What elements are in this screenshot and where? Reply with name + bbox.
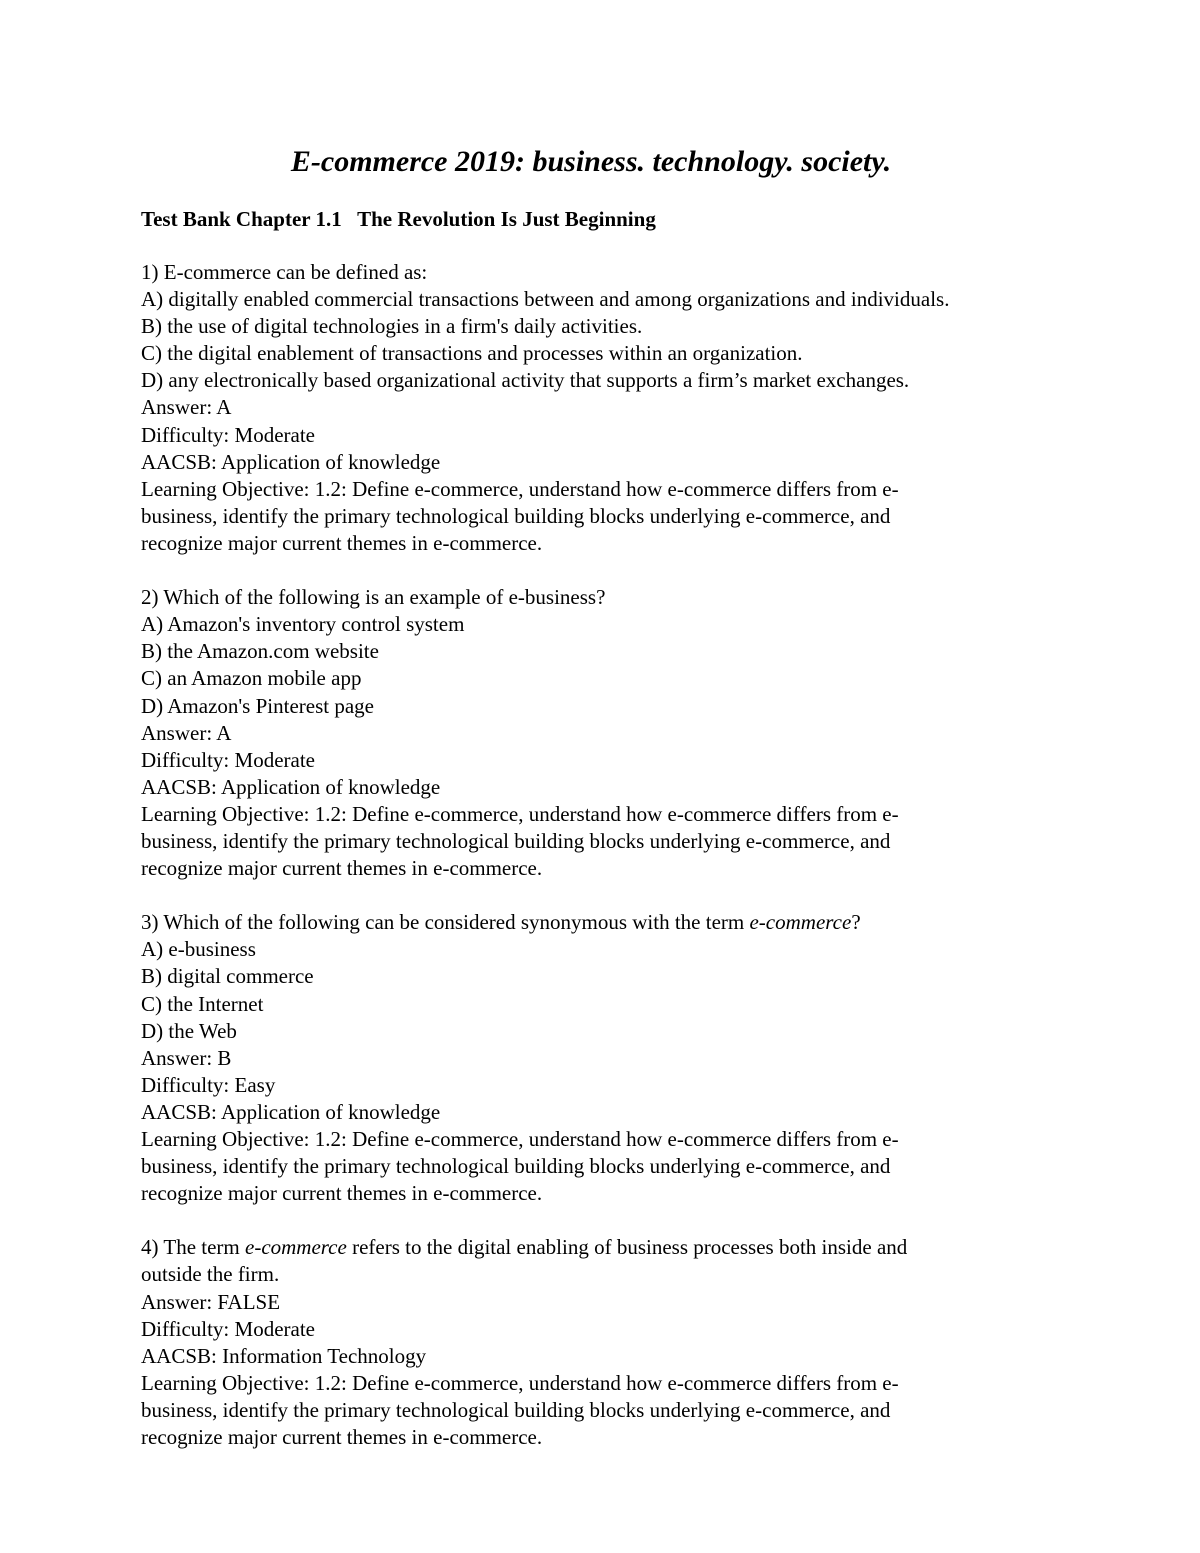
stem-italic-term: e-commerce bbox=[749, 910, 852, 935]
stem-italic-term: e-commerce bbox=[245, 1235, 347, 1260]
aacsb: AACSB: Information Technology bbox=[141, 1343, 427, 1368]
stem-text: refers to the digital enabling of business processes both inside and bbox=[346, 1235, 908, 1260]
answer: Answer: B bbox=[141, 1045, 232, 1070]
stem-text: ? bbox=[851, 910, 861, 935]
learning-objective-cont: recognize major current themes in e-commerce. bbox=[141, 1181, 543, 1206]
difficulty: Difficulty: Moderate bbox=[141, 747, 315, 772]
learning-objective-cont: recognize major current themes in e-commerce. bbox=[141, 856, 543, 881]
learning-objective: Learning Objective: 1.2: Define e-commerce, understand how e-commerce differs from e- bbox=[141, 476, 899, 501]
answer: Answer: A bbox=[141, 395, 232, 420]
question-3 bbox=[141, 909, 1041, 1207]
difficulty: Difficulty: Moderate bbox=[141, 422, 315, 447]
learning-objective: Learning Objective: 1.2: Define e-commerce, understand how e-commerce differs from e- bbox=[141, 801, 899, 826]
question-stem: 1) E-commerce can be defined as: bbox=[141, 260, 428, 284]
learning-objective-cont: business, identify the primary technological building blocks underlying e-commerce, and bbox=[141, 1154, 891, 1179]
question-stem bbox=[141, 1234, 1041, 1261]
question-2 bbox=[141, 584, 1041, 882]
learning-objective-cont: recognize major current themes in e-commerce. bbox=[141, 1425, 543, 1450]
aacsb: AACSB: Application of knowledge bbox=[141, 449, 441, 474]
learning-objective-cont: business, identify the primary technological building blocks underlying e-commerce, and bbox=[141, 828, 891, 853]
question-1 bbox=[141, 259, 1041, 557]
chapter-heading: Test Bank Chapter 1.1 The Revolution Is Just Beginning bbox=[141, 207, 656, 231]
option-a: A) e-business bbox=[141, 937, 256, 962]
option-d: D) any electronically based organizational activity that supports a firm’s market exchanges. bbox=[141, 368, 910, 393]
difficulty: Difficulty: Easy bbox=[141, 1072, 276, 1097]
difficulty: Difficulty: Moderate bbox=[141, 1316, 315, 1341]
aacsb: AACSB: Application of knowledge bbox=[141, 1099, 441, 1124]
option-a: A) Amazon's inventory control system bbox=[141, 612, 465, 637]
option-b: B) the Amazon.com website bbox=[141, 639, 379, 664]
option-d: D) the Web bbox=[141, 1018, 237, 1043]
answer: Answer: A bbox=[141, 720, 232, 745]
question-stem-cont: outside the firm. bbox=[141, 1262, 280, 1287]
learning-objective-cont: recognize major current themes in e-commerce. bbox=[141, 530, 543, 555]
document-title: E-commerce 2019: business. technology. society. bbox=[290, 145, 892, 178]
aacsb: AACSB: Application of knowledge bbox=[141, 774, 441, 799]
answer: Answer: FALSE bbox=[141, 1289, 281, 1314]
learning-objective: Learning Objective: 1.2: Define e-commerce, understand how e-commerce differs from e- bbox=[141, 1127, 899, 1151]
option-c: C) an Amazon mobile app bbox=[141, 666, 362, 691]
learning-objective-cont: business, identify the primary technological building blocks underlying e-commerce, and bbox=[141, 503, 891, 528]
learning-objective: Learning Objective: 1.2: Define e-commerce, understand how e-commerce differs from e- bbox=[141, 1370, 899, 1395]
stem-text: 4) The term bbox=[141, 1235, 245, 1260]
question-4 bbox=[141, 1234, 1041, 1451]
option-b: B) digital commerce bbox=[141, 964, 314, 989]
option-b: B) the use of digital technologies in a firm's daily activities. bbox=[141, 314, 643, 339]
option-a: A) digitally enabled commercial transactions between and among organizations and individuals. bbox=[141, 287, 950, 312]
option-c: C) the Internet bbox=[141, 991, 264, 1016]
question-stem: 2) Which of the following is an example of e-business? bbox=[141, 585, 606, 610]
learning-objective-cont: business, identify the primary technological building blocks underlying e-commerce, and bbox=[141, 1397, 891, 1422]
stem-text: 3) Which of the following can be considered synonymous with the term bbox=[141, 910, 750, 935]
question-list bbox=[141, 259, 1041, 1451]
question-stem bbox=[141, 909, 1041, 936]
option-d: D) Amazon's Pinterest page bbox=[141, 693, 374, 718]
option-c: C) the digital enablement of transactions and processes within an organization. bbox=[141, 341, 803, 366]
